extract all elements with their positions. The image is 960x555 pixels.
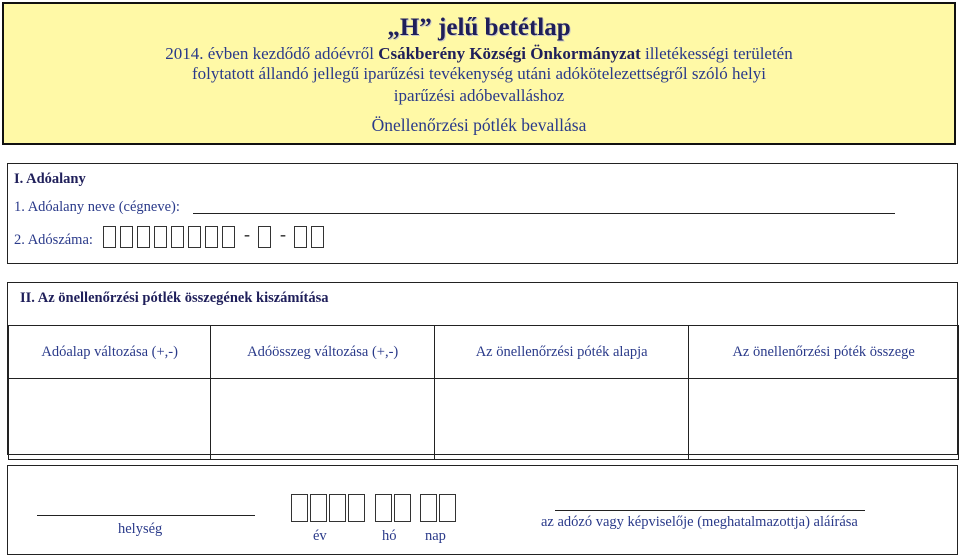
header-line-3: iparűzési adóbevalláshoz xyxy=(393,86,565,105)
taxpayer-heading: I. Adóalany xyxy=(14,171,86,187)
year-digit-box[interactable] xyxy=(329,494,346,522)
header-line-1-prefix: 2014. évben kezdődő adóévről xyxy=(165,44,379,63)
signature-label: az adózó vagy képviselője (meghatalmazottja) aláírása xyxy=(541,514,858,530)
column-header: Az önellenőrzési póték összege xyxy=(689,326,959,379)
tax-digit-box[interactable] xyxy=(311,226,324,248)
month-label: hó xyxy=(382,528,397,544)
form-title: „H” jelű betétlap xyxy=(387,14,571,41)
place-field[interactable] xyxy=(37,515,255,516)
tax-digit-box[interactable] xyxy=(137,226,150,248)
surcharge-base-cell[interactable] xyxy=(435,379,689,460)
header-line-2: folytatott állandó jellegű iparűzési tevékenység utáni adókötelezettségről szóló helyi xyxy=(191,64,767,83)
tax-amount-change-cell[interactable] xyxy=(211,379,435,460)
calculation-table xyxy=(8,325,959,460)
tax-number-label: 2. Adószáma: xyxy=(14,232,93,248)
year-digit-box[interactable] xyxy=(291,494,308,522)
year-digit-box[interactable] xyxy=(348,494,365,522)
tax-digit-box[interactable] xyxy=(294,226,307,248)
taxpayer-name-label: 1. Adóalany neve (cégneve): xyxy=(14,199,180,215)
tax-digit-box[interactable] xyxy=(120,226,133,248)
year-digit-box[interactable] xyxy=(310,494,327,522)
column-header: Az önellenőrzési póték alapja xyxy=(435,326,689,379)
tax-number-dash: - xyxy=(244,224,250,244)
taxpayer-section xyxy=(7,163,958,264)
form-subtitle: Önellenőrzési pótlék bevallása xyxy=(371,115,587,135)
header-line-1-suffix: illetékességi területén xyxy=(640,44,793,63)
month-digit-box[interactable] xyxy=(375,494,392,522)
day-field[interactable] xyxy=(420,494,458,522)
table-row xyxy=(9,379,959,460)
tax-digit-box[interactable] xyxy=(171,226,184,248)
signature-section xyxy=(7,465,958,555)
day-digit-box[interactable] xyxy=(439,494,456,522)
place-label: helység xyxy=(118,521,163,537)
tax-digit-box[interactable] xyxy=(222,226,235,248)
tax-number-field[interactable] xyxy=(103,226,328,248)
tax-base-change-cell[interactable] xyxy=(9,379,211,460)
tax-digit-box[interactable] xyxy=(154,226,167,248)
year-label: év xyxy=(313,528,327,544)
table-header-row xyxy=(9,326,959,379)
column-header: Adóalap változása (+,-) xyxy=(9,326,211,379)
tax-digit-box[interactable] xyxy=(103,226,116,248)
month-field[interactable] xyxy=(375,494,413,522)
day-digit-box[interactable] xyxy=(420,494,437,522)
month-digit-box[interactable] xyxy=(394,494,411,522)
signature-field[interactable] xyxy=(555,510,865,511)
header-line-1 xyxy=(4,44,954,64)
surcharge-amount-cell[interactable] xyxy=(689,379,959,460)
municipality-name: Csákberény Községi Önkormányzat xyxy=(378,44,641,63)
header-panel xyxy=(2,2,956,145)
calculation-heading: II. Az önellenőrzési pótlék összegének kiszámítása xyxy=(20,290,329,306)
calculation-section xyxy=(7,282,958,455)
tax-digit-box[interactable] xyxy=(205,226,218,248)
column-header: Adóösszeg változása (+,-) xyxy=(211,326,435,379)
taxpayer-name-field[interactable] xyxy=(193,213,895,214)
year-field[interactable] xyxy=(291,494,367,522)
tax-digit-box[interactable] xyxy=(258,226,271,248)
day-label: nap xyxy=(425,528,446,544)
tax-number-dash: - xyxy=(280,224,286,244)
tax-digit-box[interactable] xyxy=(188,226,201,248)
